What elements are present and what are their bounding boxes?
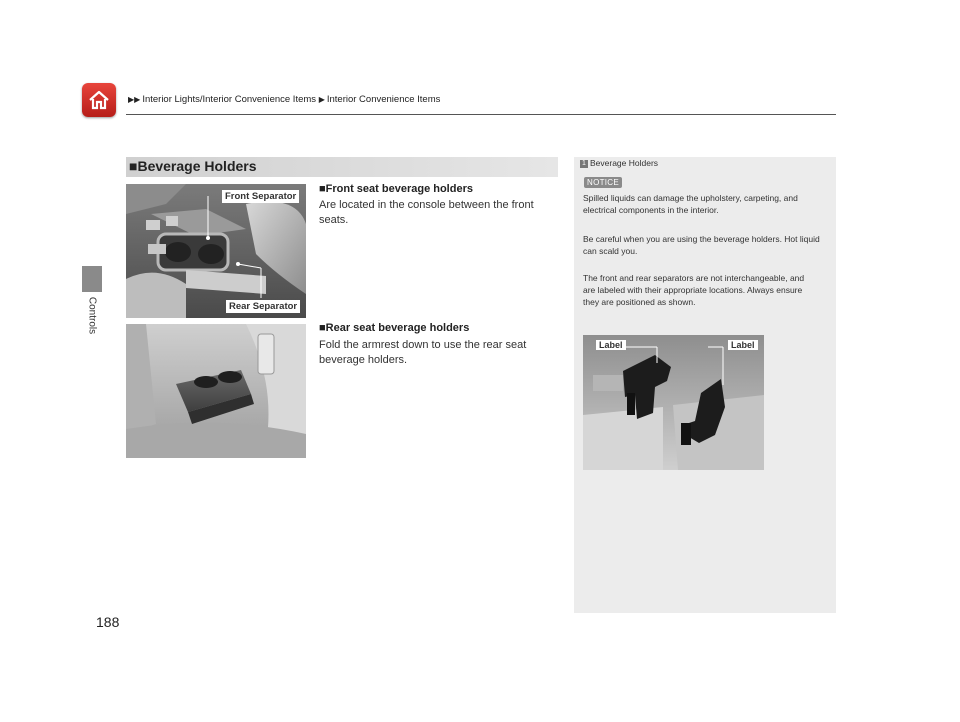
breadcrumb-arrow-icon: ▶▶ [128,95,141,104]
rear-holders-heading: ■Rear seat beverage holders [319,322,470,334]
home-icon [87,88,111,112]
front-holders-text: Are located in the console between the front seats. [319,199,534,226]
separator-text: The front and rear separators are not interchangeable, and are labeled with their appropriate locations. Always ensure they are positioned as shown. [583,273,805,307]
section-title: ■Beverage Holders [129,158,257,174]
page-number: 188 [96,614,120,630]
chapter-label: Controls [86,296,98,335]
right-label-tag: Label [728,340,758,350]
breadcrumb-arrow-icon: ▶ [318,95,325,104]
header-divider [126,114,836,115]
rear-armrest-image [126,324,306,458]
caution-text: Be careful when you are using the beverage holders. Hot liquid can scald you. [583,234,820,256]
chapter-tab[interactable] [82,266,102,292]
front-holders-heading: ■Front seat beverage holders [319,183,473,195]
rear-separator-callout: Rear Separator [226,300,300,313]
separators-image [583,335,764,470]
notice-text: Spilled liquids can damage the upholstery, carpeting, and electrical components in the interior. [583,193,798,215]
rear-holders-text: Fold the armrest down to use the rear seat beverage holders. [319,339,527,366]
notice-badge: NOTICE [584,177,622,188]
note-mark-icon: 1 [580,160,588,168]
front-console-image [126,184,306,318]
note-heading-text: Beverage Holders [590,158,659,168]
breadcrumb-link-2[interactable]: Interior Convenience Items [326,94,441,105]
left-label-tag: Label [596,340,626,350]
home-button[interactable] [82,83,116,117]
breadcrumb [128,94,440,105]
front-separator-callout: Front Separator [222,190,299,203]
breadcrumb-link-1[interactable]: Interior Lights/Interior Convenience Items [142,94,317,105]
note-heading [580,158,658,168]
